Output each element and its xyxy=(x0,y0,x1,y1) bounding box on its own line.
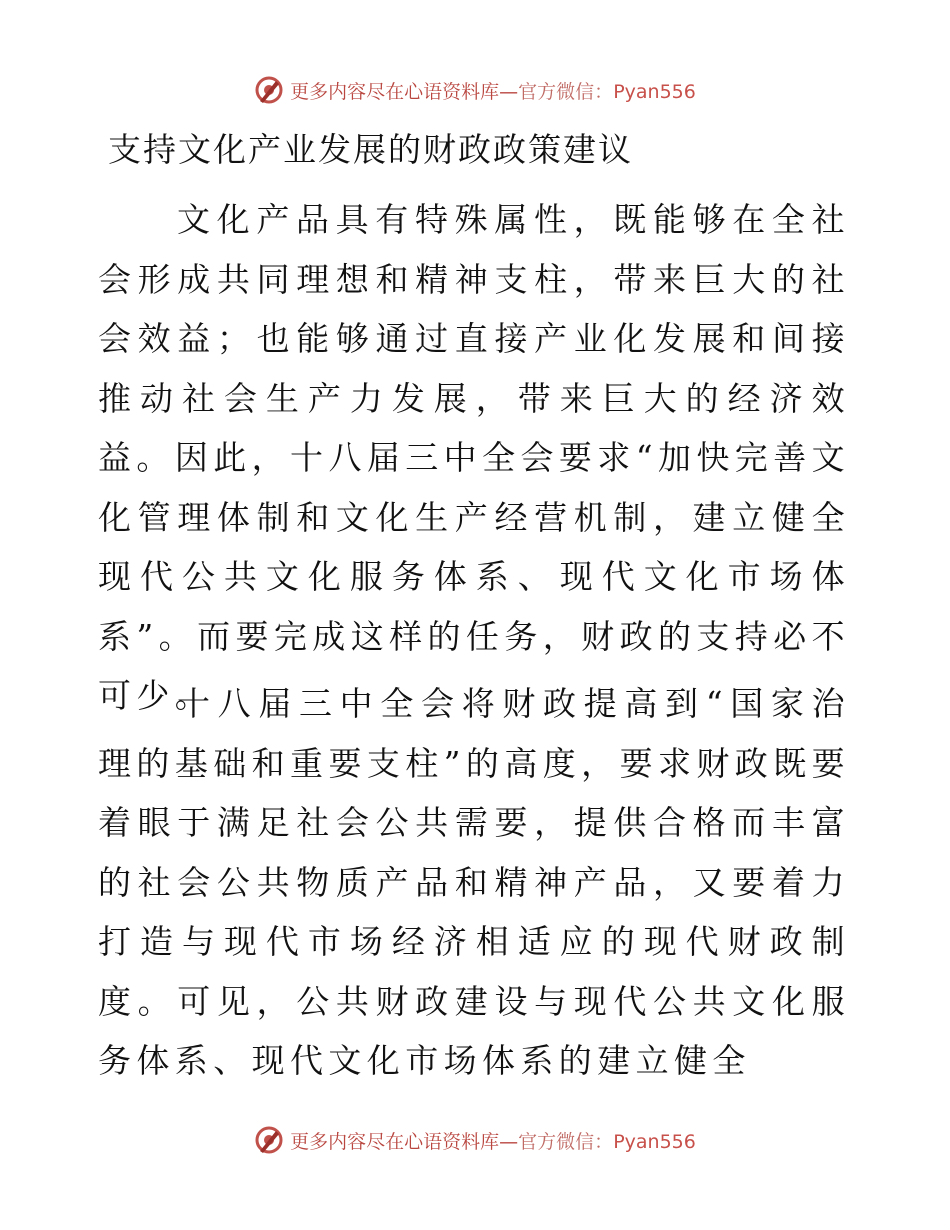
paragraph-1: 文化产品具有特殊属性，既能够在全社会形成共同理想和精神支柱，带来巨大的社会效益；也能够通过直接产业化发展和间接推动社会生产力发展，带来巨大的经济效益。因此，十八届三中全会要求“加快完善文化管理体制和文化生产经营机制，建立健全现代公共文化服务体系、现代文化市场体系”。而要完成这样的任务，财政的支持必不可少。 xyxy=(98,200,850,715)
banner-text xyxy=(290,77,696,104)
banner-wechat-id: Pyan556 xyxy=(613,80,696,103)
banner-text xyxy=(290,1127,696,1154)
banner-main-text: 更多内容尽在心语资料库— xyxy=(290,1130,519,1153)
banner-wechat-label: 官方微信： xyxy=(518,80,614,103)
banner-wechat-id: Pyan556 xyxy=(613,1130,696,1153)
paragraph-2: 十八届三中全会将财政提高到“国家治理的基础和重要支柱”的高度，要求财政既要着眼于满足社会公共需要，提供合格而丰富的社会公共物质产品和精神产品，又要着力打造与现代市场经济相适应的现代财政制度。可见，公共财政建设与现代公共文化服务体系、现代文化市场体系的建立健全 xyxy=(98,684,850,1080)
document-title: 支持文化产业发展的财政政策建议 xyxy=(108,130,633,169)
banner-wechat-label: 官方微信： xyxy=(518,1130,614,1153)
pen-logo-icon xyxy=(254,75,284,105)
header-banner xyxy=(0,70,950,110)
banner-main-text: 更多内容尽在心语资料库— xyxy=(290,80,519,103)
footer-banner xyxy=(0,1120,950,1160)
pen-logo-icon xyxy=(254,1125,284,1155)
